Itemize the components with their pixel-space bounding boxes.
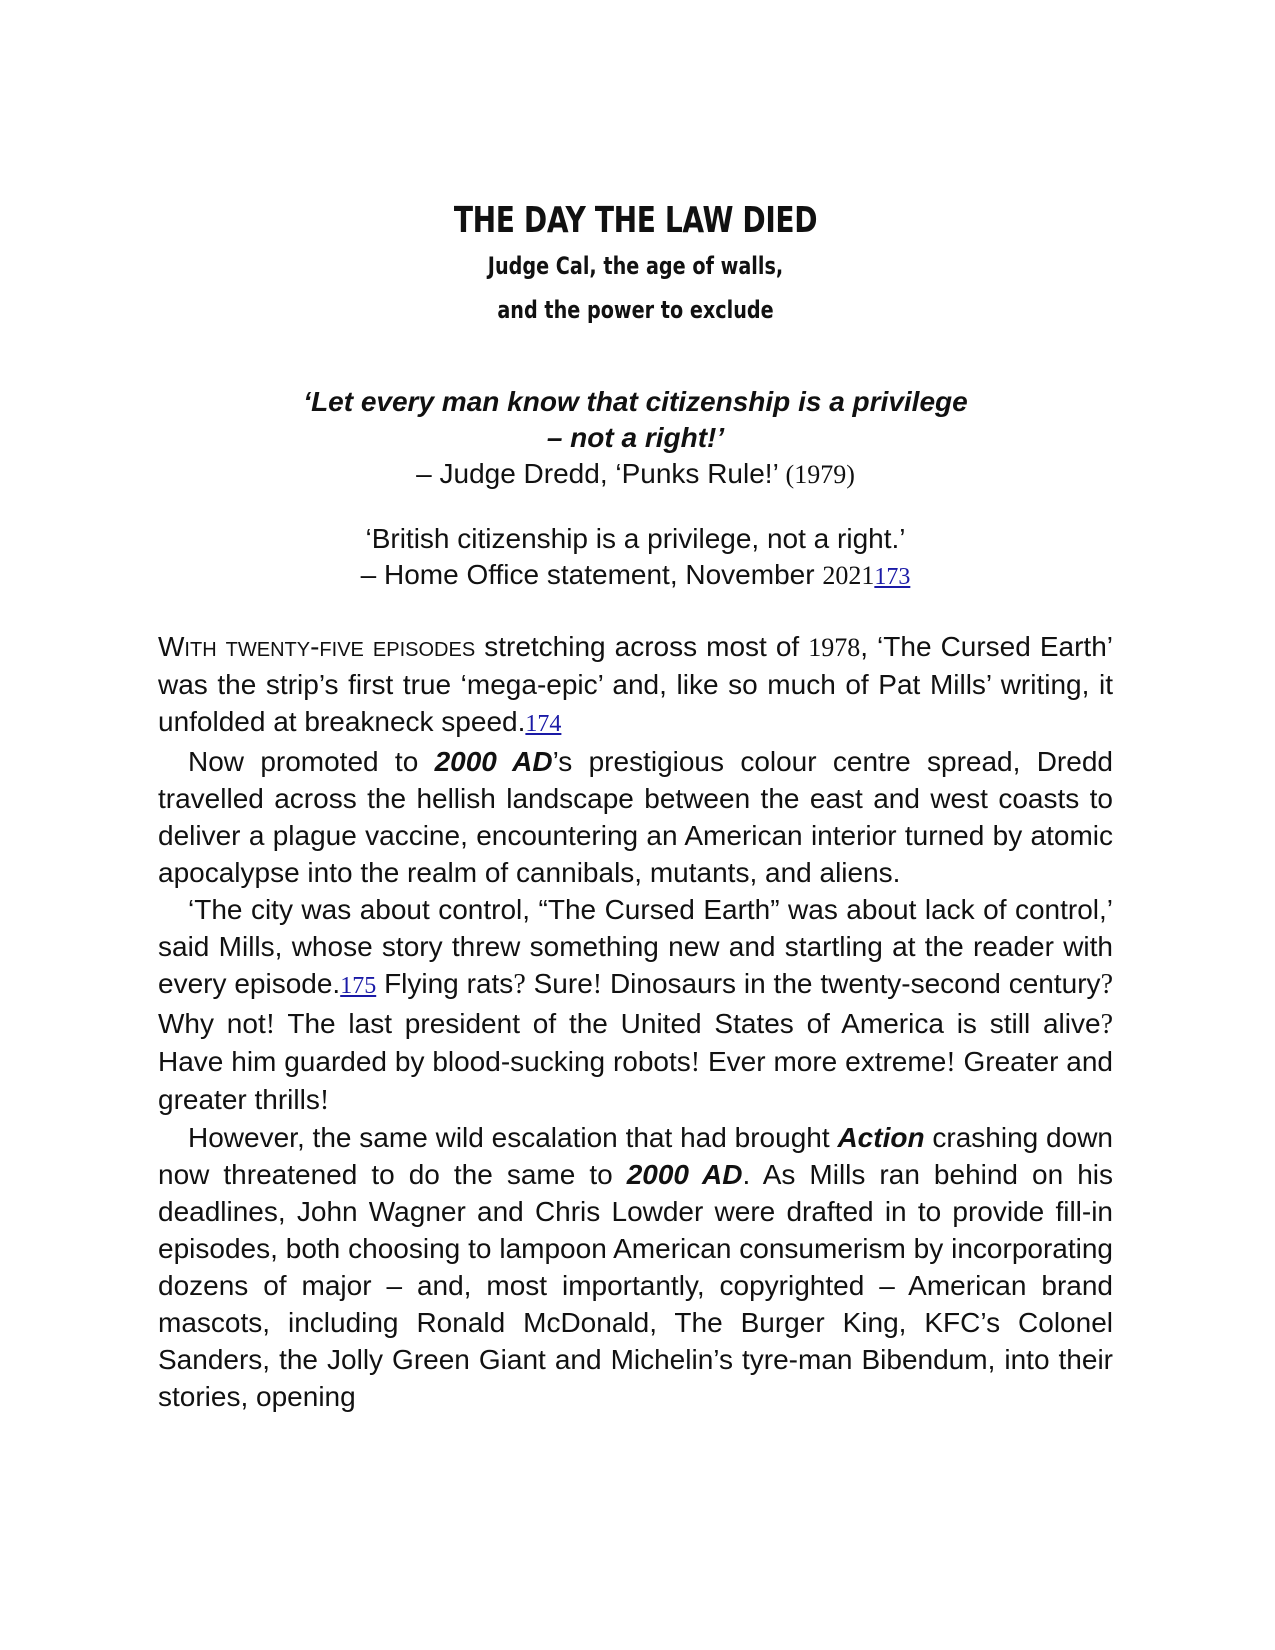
chapter-title: THE DAY THE LAW DIED — [453, 200, 818, 241]
chapter-heading — [158, 198, 1113, 332]
epigraph-quote-line-2: – not a right!’ — [546, 422, 725, 453]
epigraph-attribution: – Judge Dredd, ‘Punks Rule!’ (1979) — [416, 458, 855, 489]
epigraph-quote-line-1: ‘Let every man know that citizenship is a privilege — [303, 386, 968, 417]
publication-title: Action — [837, 1122, 925, 1153]
epigraph-home-office — [158, 521, 1113, 595]
chapter-subtitle-line-2: and the power to exclude — [497, 296, 774, 324]
paragraph-3: ‘The city was about control, “The Cursed Earth” was about lack of control,’ said Mills, whose story threw something new and startling at the reader with every episode.175 Flying rats? Sure! Dinosaurs in the twenty-second century? Why not! The last president of the United States of America is still alive? Have him guarded by blood-sucking robots! Ever more extreme! Greater and greater thrills! — [158, 894, 1114, 1116]
epigraph-judge-dredd — [158, 384, 1113, 493]
chapter-subtitle-line-1: Judge Cal, the age of walls, — [487, 252, 784, 280]
publication-title: 2000 AD — [434, 746, 553, 777]
footnote-link-175[interactable]: 175 — [340, 973, 377, 999]
paragraph-4: However, the same wild escalation that had brought Action crashing down now threatened to do the same to 2000 AD. As Mills ran behind on his deadlines, John Wagner and Chris Lowder were drafted in to provide fill-in episodes, both choosing to lampoon American consumerism by incorporating dozens of major – and, most importantly, copyrighted – American brand mascots, including Ronald McDonald, The Burger King, KFC’s Colonel Sanders, the Jolly Green Giant and Michelin’s tyre-man Bibendum, into their stories, opening — [158, 1122, 1113, 1412]
epigraph-quote: ‘British citizenship is a privilege, not a right.’ — [365, 523, 906, 554]
footnote-link-174[interactable]: 174 — [525, 711, 562, 737]
footnote-link-173[interactable]: 173 — [874, 564, 911, 590]
document-page — [158, 0, 1113, 1415]
body-text — [158, 628, 1113, 1415]
paragraph-1: With twenty-five episodes stretching across most of 1978, ‘The Cursed Earth’ was the strip’s first true ‘mega-epic’ and, like so much of Pat Mills’ writing, it unfolded at breakneck speed.174 — [158, 631, 1114, 737]
paragraph-2: Now promoted to 2000 AD’s prestigious colour centre spread, Dredd travelled across the hellish landscape between the east and west coasts to deliver a plague vaccine, encountering an American interior turned by atomic apocalypse into the realm of cannibals, mutants, and aliens. — [158, 746, 1113, 888]
publication-title: 2000 AD — [626, 1159, 743, 1190]
epigraph-attribution: – Home Office statement, November 2021173 — [360, 559, 911, 590]
